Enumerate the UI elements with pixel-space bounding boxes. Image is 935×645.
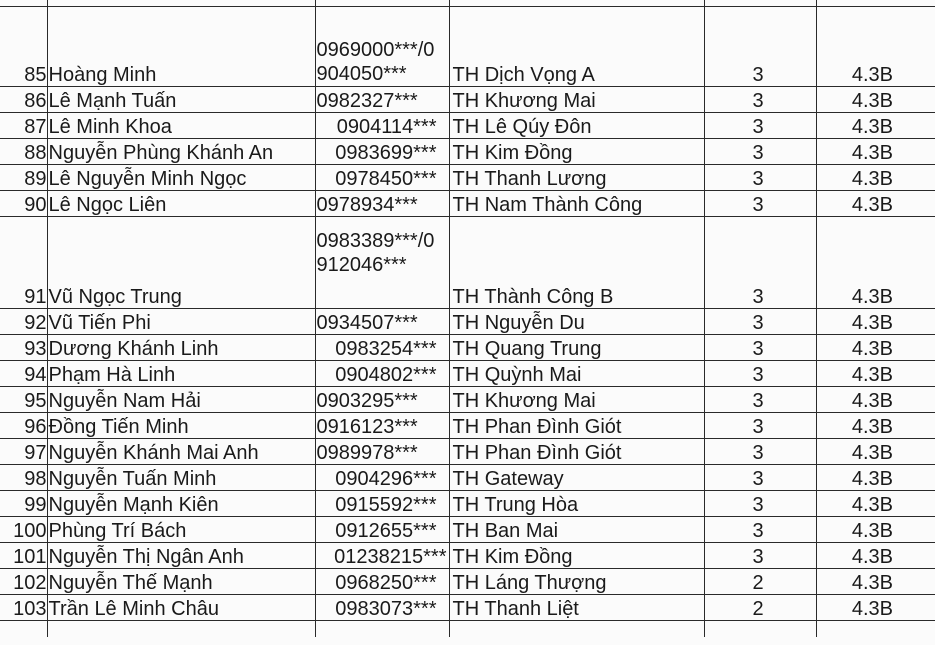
table-row[interactable] [0, 309, 935, 335]
stt-cell[interactable]: 97 [0, 439, 47, 465]
code-cell[interactable]: 4.3B [816, 517, 935, 543]
stt-cell[interactable]: 93 [0, 335, 47, 361]
name-cell[interactable]: Nguyễn Nam Hải [47, 387, 315, 413]
stt-cell[interactable]: 86 [0, 87, 47, 113]
code-cell[interactable]: 4.3B [816, 191, 935, 217]
school-cell[interactable]: TH Thanh Lương [449, 165, 704, 191]
grade-cell[interactable]: 3 [704, 439, 816, 465]
code-cell[interactable]: 4.3B [816, 491, 935, 517]
name-cell[interactable]: Vũ Ngọc Trung [47, 217, 315, 309]
table-row[interactable] [0, 517, 935, 543]
phone-cell[interactable]: 0982327*** [315, 87, 449, 113]
code-cell[interactable]: 4.3B [816, 569, 935, 595]
stt-cell[interactable]: 92 [0, 309, 47, 335]
stt-cell[interactable]: 100 [0, 517, 47, 543]
name-cell[interactable]: Lê Nguyễn Minh Ngọc [47, 165, 315, 191]
name-cell[interactable]: Phùng Trí Bách [47, 517, 315, 543]
table-row[interactable] [0, 165, 935, 191]
school-cell[interactable]: TH Láng Thượng [449, 569, 704, 595]
grade-cell[interactable]: 2 [704, 569, 816, 595]
code-cell[interactable]: 4.3B [816, 217, 935, 309]
school-cell[interactable]: TH Nguyễn Du [449, 309, 704, 335]
name-cell[interactable]: Nguyễn Thế Mạnh [47, 569, 315, 595]
code-cell[interactable]: 4.3B [816, 7, 935, 87]
name-cell[interactable]: Nguyễn Tuấn Minh [47, 465, 315, 491]
name-cell[interactable]: Lê Mạnh Tuấn [47, 87, 315, 113]
stt-cell[interactable]: 99 [0, 491, 47, 517]
table-row[interactable] [0, 465, 935, 491]
school-cell[interactable]: TH Dịch Vọng A [449, 7, 704, 87]
school-cell[interactable]: TH Ban Mai [449, 517, 704, 543]
table-row[interactable] [0, 439, 935, 465]
code-cell[interactable]: 4.3B [816, 465, 935, 491]
phone-cell[interactable]: 0915592*** [315, 491, 449, 517]
phone-cell[interactable]: 0983389***/0912046*** [315, 217, 449, 309]
phone-cell[interactable]: 0983073*** [315, 595, 449, 621]
grade-cell[interactable]: 3 [704, 309, 816, 335]
grade-cell[interactable]: 3 [704, 517, 816, 543]
name-cell[interactable]: Nguyễn Thị Ngân Anh [47, 543, 315, 569]
code-cell[interactable]: 4.3B [816, 361, 935, 387]
stt-cell[interactable]: 90 [0, 191, 47, 217]
code-cell[interactable]: 4.3B [816, 139, 935, 165]
school-cell[interactable]: TH Lê Qúy Đôn [449, 113, 704, 139]
phone-cell[interactable]: 0904802*** [315, 361, 449, 387]
grade-cell[interactable]: 3 [704, 335, 816, 361]
school-cell[interactable]: TH Nam Thành Công [449, 191, 704, 217]
grade-cell[interactable]: 3 [704, 113, 816, 139]
stt-cell[interactable]: 91 [0, 217, 47, 309]
table-row[interactable] [0, 335, 935, 361]
table-row[interactable] [0, 7, 935, 87]
code-cell[interactable]: 4.3B [816, 595, 935, 621]
stt-cell[interactable]: 102 [0, 569, 47, 595]
phone-cell[interactable]: 0969000***/0904050*** [315, 7, 449, 87]
table-row[interactable] [0, 491, 935, 517]
table-row[interactable] [0, 87, 935, 113]
code-cell[interactable]: 4.3B [816, 165, 935, 191]
grade-cell[interactable]: 3 [704, 217, 816, 309]
stt-cell[interactable]: 87 [0, 113, 47, 139]
table-row-partial-bottom [0, 621, 935, 638]
phone-cell[interactable]: 0978450*** [315, 165, 449, 191]
table-row[interactable] [0, 361, 935, 387]
phone-cell[interactable]: 0978934*** [315, 191, 449, 217]
phone-cell[interactable]: 0904296*** [315, 465, 449, 491]
stt-cell[interactable]: 95 [0, 387, 47, 413]
table-row[interactable] [0, 217, 935, 309]
name-cell[interactable]: Dương Khánh Linh [47, 335, 315, 361]
table-row[interactable] [0, 413, 935, 439]
grade-cell[interactable]: 3 [704, 191, 816, 217]
name-cell[interactable]: Nguyễn Phùng Khánh An [47, 139, 315, 165]
school-cell[interactable]: TH Trung Hòa [449, 491, 704, 517]
code-cell[interactable]: 4.3B [816, 335, 935, 361]
name-cell[interactable]: Trần Lê Minh Châu [47, 595, 315, 621]
name-cell[interactable]: Hoàng Minh [47, 7, 315, 87]
code-cell[interactable]: 4.3B [816, 413, 935, 439]
grade-cell[interactable]: 2 [704, 595, 816, 621]
stt-cell[interactable]: 85 [0, 7, 47, 87]
name-cell[interactable]: Vũ Tiến Phi [47, 309, 315, 335]
school-cell[interactable]: TH Kim Đồng [449, 139, 704, 165]
phone-cell[interactable]: 0934507*** [315, 309, 449, 335]
stt-cell[interactable]: 101 [0, 543, 47, 569]
code-cell[interactable]: 4.3B [816, 113, 935, 139]
school-cell[interactable]: TH Phan Đình Giót [449, 413, 704, 439]
code-cell[interactable]: 4.3B [816, 387, 935, 413]
code-cell[interactable]: 4.3B [816, 87, 935, 113]
table-row[interactable] [0, 387, 935, 413]
stt-cell[interactable]: 103 [0, 595, 47, 621]
stt-cell[interactable]: 89 [0, 165, 47, 191]
phone-cell[interactable]: 0989978*** [315, 439, 449, 465]
school-cell[interactable]: TH Phan Đình Giót [449, 439, 704, 465]
school-cell[interactable]: TH Thành Công B [449, 217, 704, 309]
table-row[interactable] [0, 595, 935, 621]
school-cell[interactable]: TH Quỳnh Mai [449, 361, 704, 387]
school-cell[interactable]: TH Kim Đồng [449, 543, 704, 569]
grade-cell[interactable]: 3 [704, 413, 816, 439]
name-cell[interactable]: Nguyễn Mạnh Kiên [47, 491, 315, 517]
name-cell[interactable]: Đồng Tiến Minh [47, 413, 315, 439]
stt-cell[interactable]: 88 [0, 139, 47, 165]
table-row[interactable] [0, 139, 935, 165]
phone-cell[interactable]: 0912655*** [315, 517, 449, 543]
phone-cell[interactable]: 0983254*** [315, 335, 449, 361]
grade-cell[interactable]: 3 [704, 387, 816, 413]
grade-cell[interactable]: 3 [704, 491, 816, 517]
name-cell[interactable]: Lê Ngọc Liên [47, 191, 315, 217]
grade-cell[interactable]: 3 [704, 361, 816, 387]
name-cell[interactable]: Lê Minh Khoa [47, 113, 315, 139]
phone-cell[interactable]: 0983699*** [315, 139, 449, 165]
phone-cell[interactable]: 0968250*** [315, 569, 449, 595]
stt-cell[interactable]: 96 [0, 413, 47, 439]
table-row[interactable] [0, 191, 935, 217]
grade-cell[interactable]: 3 [704, 7, 816, 87]
grade-cell[interactable]: 3 [704, 165, 816, 191]
stt-cell[interactable]: 94 [0, 361, 47, 387]
code-cell[interactable]: 4.3B [816, 543, 935, 569]
phone-cell[interactable]: 0904114*** [315, 113, 449, 139]
school-cell[interactable]: TH Thanh Liệt [449, 595, 704, 621]
grade-cell[interactable]: 3 [704, 139, 816, 165]
stt-cell[interactable]: 98 [0, 465, 47, 491]
name-cell[interactable]: Phạm Hà Linh [47, 361, 315, 387]
school-cell[interactable]: TH Khương Mai [449, 387, 704, 413]
table-row[interactable] [0, 113, 935, 139]
grade-cell[interactable]: 3 [704, 543, 816, 569]
code-cell[interactable]: 4.3B [816, 439, 935, 465]
phone-cell[interactable]: 0916123*** [315, 413, 449, 439]
grade-cell[interactable]: 3 [704, 465, 816, 491]
school-cell[interactable]: TH Khương Mai [449, 87, 704, 113]
name-cell[interactable]: Nguyễn Khánh Mai Anh [47, 439, 315, 465]
school-cell[interactable]: TH Quang Trung [449, 335, 704, 361]
school-cell[interactable]: TH Gateway [449, 465, 704, 491]
code-cell[interactable]: 4.3B [816, 309, 935, 335]
phone-cell[interactable]: 01238215*** [315, 543, 449, 569]
table-row[interactable] [0, 543, 935, 569]
grade-cell[interactable]: 3 [704, 87, 816, 113]
table-row[interactable] [0, 569, 935, 595]
phone-cell[interactable]: 0903295*** [315, 387, 449, 413]
